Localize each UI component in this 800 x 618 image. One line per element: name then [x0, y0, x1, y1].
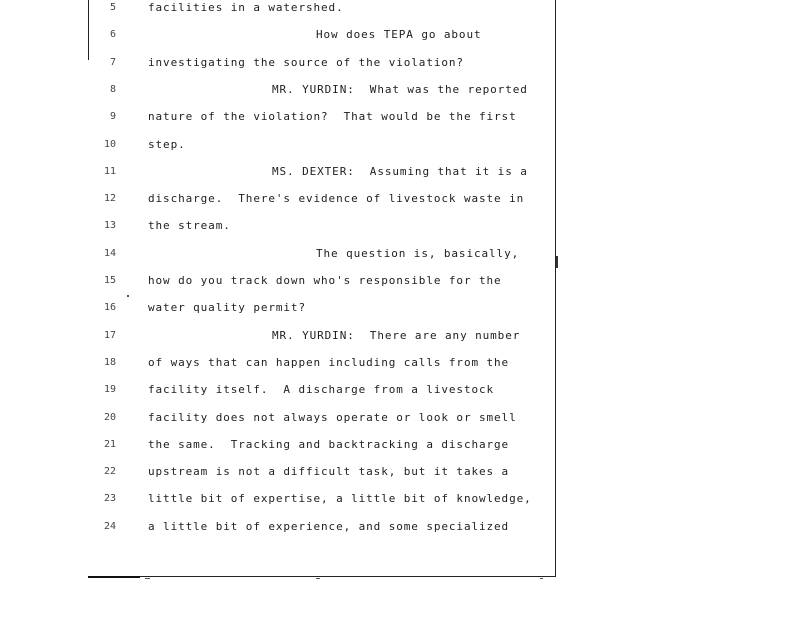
line-number: 8 [109, 83, 116, 95]
line-text: little bit of expertise, a little bit of knowledge, [148, 492, 532, 506]
line-text: how do you track down who's responsible for the [148, 274, 502, 287]
transcript-line [0, 518, 800, 536]
transcript-line [0, 272, 800, 290]
bottom-rule [88, 576, 556, 577]
line-text: facility itself. A discharge from a livestock [148, 383, 495, 397]
line-number: 9 [109, 111, 116, 123]
transcript-line [0, 436, 800, 454]
line-text: the stream. [148, 219, 231, 233]
line-number: 20 [103, 411, 116, 423]
line-number: 17 [103, 329, 116, 341]
transcript-line [0, 190, 800, 208]
transcript-line [0, 0, 800, 17]
line-text: facility does not always operate or look or smell [148, 410, 517, 424]
line-text: The question is, basically, [316, 246, 520, 260]
bottom-left-rule [88, 576, 140, 578]
line-number: 21 [103, 438, 116, 450]
line-number: 23 [103, 493, 116, 505]
line-number: 12 [103, 193, 116, 205]
line-text: discharge. There's evidence of livestock waste in [148, 192, 525, 206]
line-number: 13 [103, 220, 116, 232]
transcript-line [0, 108, 800, 126]
line-number: 5 [109, 2, 116, 13]
line-text: MR. YURDIN: What was the reported [272, 82, 528, 96]
line-number: 14 [103, 247, 116, 259]
scan-speck [145, 578, 150, 579]
line-text: of ways that can happen including calls from the [148, 355, 510, 369]
transcript-line [0, 26, 800, 44]
line-text: step. [148, 137, 186, 151]
line-text: water quality permit? [148, 301, 306, 315]
transcript-line [0, 81, 800, 99]
line-text: investigating the source of the violation? [148, 55, 464, 69]
scan-speck [316, 578, 320, 579]
scan-speck [127, 295, 129, 297]
line-text: nature of the violation? That would be the first [148, 110, 517, 124]
transcript-line [0, 354, 800, 372]
line-text: MR. YURDIN: There are any number [272, 328, 521, 342]
line-number: 15 [103, 275, 116, 286]
line-text: a little bit of experience, and some specialized [148, 519, 510, 533]
line-number: 18 [103, 356, 116, 368]
line-text: How does TEPA go about [316, 28, 482, 42]
transcript-line [0, 327, 800, 345]
line-text: the same. Tracking and backtracking a discharge [148, 437, 510, 451]
line-number: 19 [103, 384, 116, 396]
scan-speck [540, 578, 543, 579]
line-text: MS. DEXTER: Assuming that it is a [272, 164, 528, 178]
line-number: 6 [109, 29, 116, 41]
line-number: 7 [109, 56, 116, 68]
line-number: 10 [103, 138, 116, 150]
transcript-line [0, 217, 800, 235]
transcript-line [0, 54, 800, 72]
line-number: 22 [103, 466, 116, 478]
transcript-line [0, 409, 800, 427]
line-number: 11 [103, 165, 116, 177]
transcript-line [0, 136, 800, 154]
transcript-line [0, 490, 800, 508]
line-text: facilities in a watershed. [148, 1, 344, 14]
transcript-line [0, 245, 800, 263]
transcript-line [0, 381, 800, 399]
transcript-line [0, 463, 800, 481]
line-text: upstream is not a difficult task, but it takes a [148, 465, 510, 479]
line-number: 24 [103, 520, 116, 532]
transcript-line [0, 163, 800, 181]
line-number: 16 [103, 302, 116, 314]
transcript-line [0, 299, 800, 317]
